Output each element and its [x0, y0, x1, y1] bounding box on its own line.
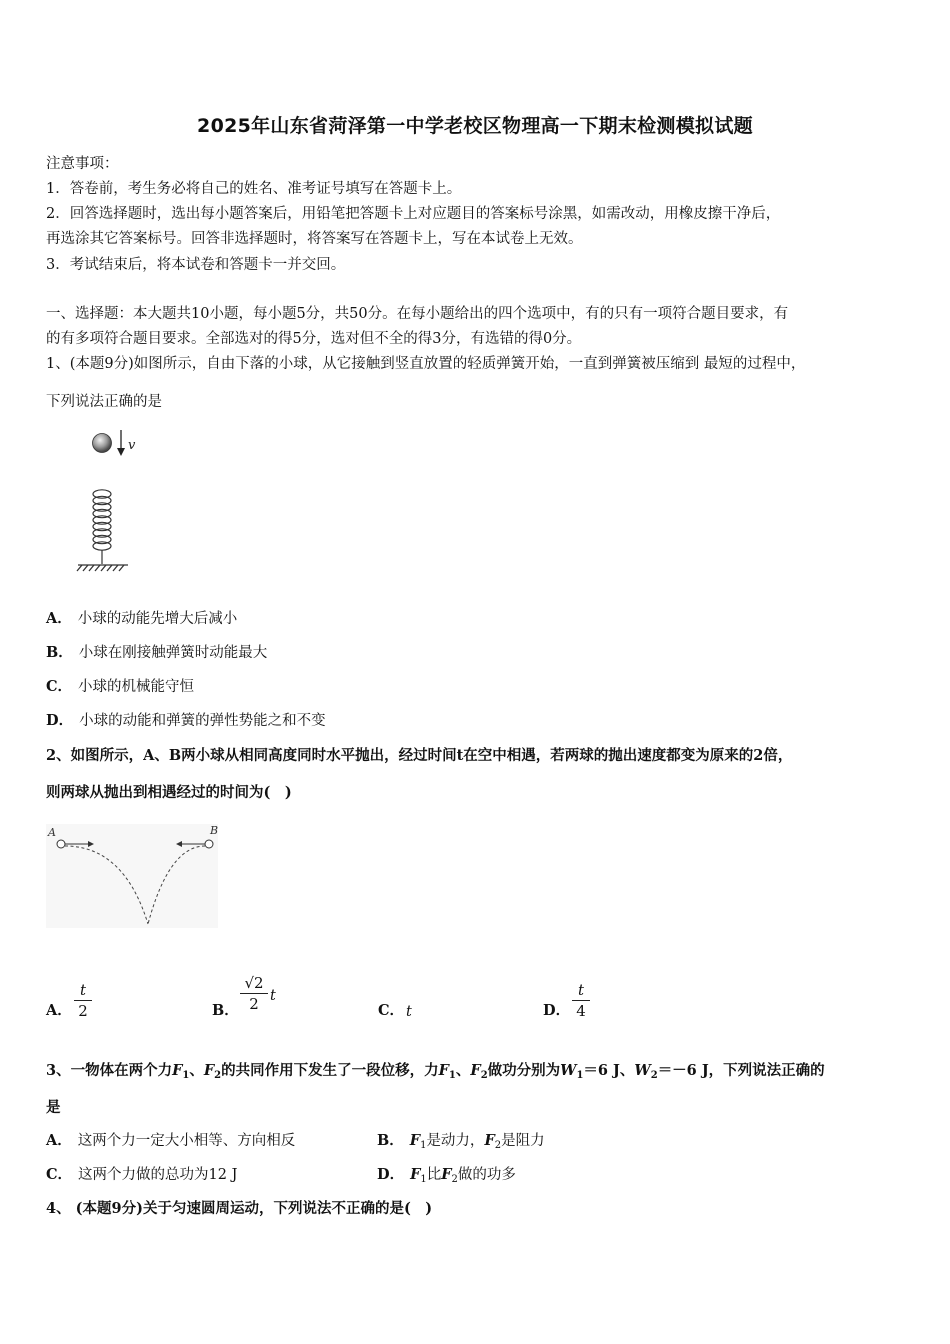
- q2-option-c-value: t: [406, 1004, 412, 1020]
- q3-option-c[interactable]: [46, 1163, 237, 1184]
- velocity-label: v: [128, 438, 136, 453]
- q3-option-b-letter: B．: [377, 1132, 404, 1149]
- q2-option-b-letter: B．: [212, 1002, 239, 1019]
- q1-option-a[interactable]: [46, 607, 237, 628]
- q2-option-b-suffix: t: [270, 988, 276, 1004]
- section-instructions-2: 的有多项符合题目要求。全部选对的得5分，选对但不全的得3分，有选错的得0分。: [46, 331, 582, 347]
- q2-option-a-den: 2: [78, 1002, 88, 1020]
- q2-option-d-den: 4: [576, 1002, 586, 1020]
- notice-item-1: 1．答卷前，考生务必将自己的姓名、准考证号填写在答题卡上。: [46, 181, 462, 197]
- q1-option-d-letter: D．: [46, 712, 74, 729]
- q2-option-d-letter: D．: [543, 1002, 571, 1019]
- q3-stem-line1: 3、一物体在两个力$F_1$、$F_2$的共同作用下发生了一段位移，力$F_1$、$F_2$做功分别为$W_1=6$ J、$W_2=-6$ J，下列说法正确的: [46, 1062, 825, 1081]
- q3-option-c-letter: C．: [46, 1166, 73, 1183]
- q2-option-d[interactable]: [543, 999, 570, 1020]
- q3-option-a-text: 这两个力一定大小相等、方向相反: [77, 1133, 296, 1149]
- ground: [77, 565, 128, 571]
- q1-option-b-letter: B．: [46, 644, 73, 661]
- q3-option-a-letter: A．: [46, 1132, 72, 1149]
- q1-spring-figure: [70, 426, 150, 576]
- q2-option-a[interactable]: [46, 999, 72, 1020]
- notice-item-2-cont: 再选涂其它答案标号。回答非选择题时，将答案写在答题卡上，写在本试卷上无效。: [46, 231, 583, 247]
- q1-option-a-letter: A．: [46, 610, 72, 627]
- q2-option-a-letter: A．: [46, 1002, 72, 1019]
- q2-option-c-letter: C．: [378, 1002, 405, 1019]
- q3-option-c-text: 这两个力做的总功为12 J: [78, 1167, 238, 1183]
- ball-a: [57, 840, 65, 848]
- q1-option-a-text: 小球的动能先增大后减小: [77, 611, 238, 627]
- q2-option-b[interactable]: [212, 999, 239, 1020]
- q3-option-d[interactable]: D． $F_1$比$F_2$做的功多: [377, 1166, 516, 1185]
- notice-item-2: 2．回答选择题时，选出每小题答案后，用铅笔把答题卡上对应题目的答案标号涂黑，如需改动，用橡皮擦干净后，: [46, 206, 781, 222]
- section-instructions-1: 一、选择题：本大题共10小题，每小题5分，共50分。在每小题给出的四个选项中，有的只有一项符合题目要求，有: [46, 306, 789, 322]
- q3-option-b[interactable]: B． $F_1$是动力，$F_2$是阻力: [377, 1132, 545, 1151]
- q1-option-c-letter: C．: [46, 678, 73, 695]
- q3-stem-line2: 是: [46, 1099, 61, 1116]
- q2-option-b-den: 2: [249, 995, 259, 1013]
- notice-item-3: 3．考试结束后，将本试卷和答题卡一并交回。: [46, 257, 346, 273]
- q1-stem-line2: 下列说法正确的是: [46, 394, 162, 410]
- q2-projectile-figure: [44, 820, 224, 932]
- q2-option-d-num: t: [577, 981, 585, 999]
- q2-option-b-num: √2: [244, 974, 264, 992]
- spring: [93, 490, 111, 564]
- q2-option-a-num: t: [79, 981, 87, 999]
- q1-option-c-text: 小球的机械能守恒: [78, 679, 195, 695]
- q2-option-b-fraction: [240, 974, 268, 1013]
- notice-heading: 注意事项：: [46, 156, 119, 172]
- q3-option-a[interactable]: [46, 1129, 295, 1150]
- ball-b: [205, 840, 213, 848]
- q1-option-d-text: 小球的动能和弹簧的弹性势能之和不变: [79, 713, 326, 729]
- q2-option-a-fraction: [74, 981, 92, 1020]
- q2-stem-line1: 2、如图所示，A、B两小球从相同高度同时水平抛出，经过时间t在空中相遇，若两球的抛出速度都变为原来的2倍，: [46, 747, 793, 764]
- q2-option-c[interactable]: [378, 999, 404, 1020]
- q1-option-d[interactable]: [46, 709, 326, 730]
- label-b: B: [210, 824, 219, 837]
- ball: [93, 434, 112, 453]
- label-a: A: [48, 826, 56, 839]
- q1-stem-line1: 1、(本题9分)如图所示，自由下落的小球，从它接触到竖直放置的轻质弹簧开始，一直到弹簧被压缩到 最短的过程中，: [46, 356, 806, 372]
- q1-option-b-text: 小球在刚接触弹簧时动能最大: [78, 645, 268, 661]
- page-title: 2025年山东省菏泽第一中学老校区物理高一下期末检测模拟试题: [197, 115, 753, 137]
- q3-option-d-letter: D．: [377, 1166, 405, 1183]
- q4-stem-line1: 4、 (本题9分)关于匀速圆周运动，下列说法不正确的是( ): [46, 1200, 433, 1217]
- q2-stem-line2: 则两球从抛出到相遇经过的时间为( ): [46, 784, 292, 801]
- q1-option-b[interactable]: [46, 641, 267, 662]
- q2-option-d-fraction: [572, 981, 590, 1020]
- q1-option-c[interactable]: [46, 675, 194, 696]
